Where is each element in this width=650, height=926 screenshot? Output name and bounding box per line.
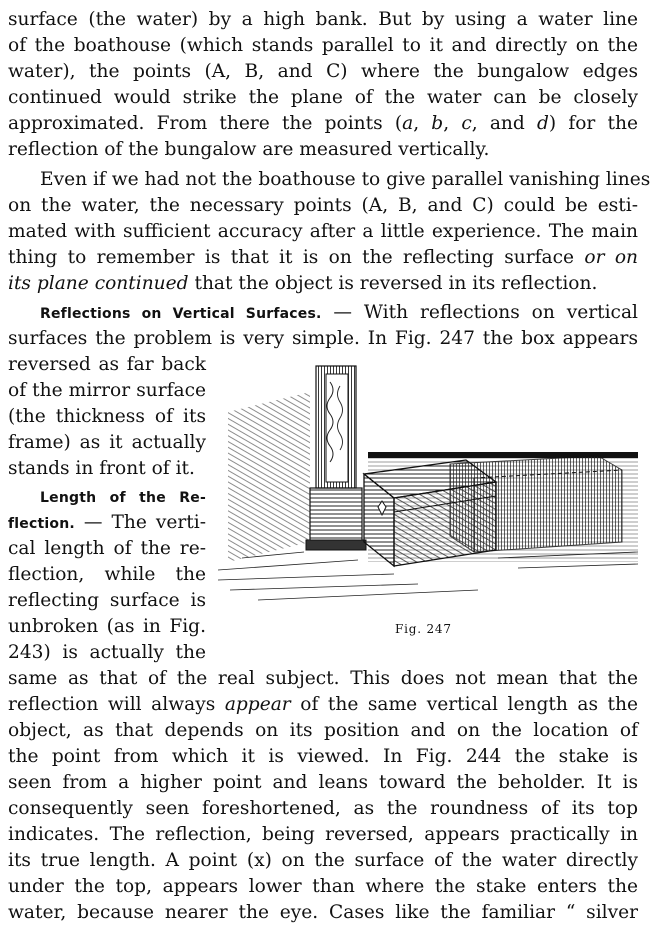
- text-line: water, because nearer the eye. Cases like the familiar “ silver: [8, 902, 638, 923]
- text-line: frame) as it actually: [8, 432, 206, 453]
- mirror-frame: [306, 366, 366, 550]
- text-line: under the top, appears lower than where the stake enters the: [8, 876, 638, 897]
- box: [364, 460, 496, 566]
- text-line: reflection will always appear of the same vertical length as the: [8, 694, 638, 715]
- text-line: 243) is actually the: [8, 642, 206, 663]
- text-line: cal length of the re-: [8, 538, 206, 559]
- text-line: reflection of the bungalow are measured vertically.: [8, 139, 490, 160]
- text-line: object, as that depends on its position and on the location of: [8, 720, 638, 741]
- section-heading: flection.: [8, 516, 75, 532]
- text-line: Reflections on Vertical Surfaces. — With reflections on vertical: [40, 302, 638, 323]
- text-line: approximated. From there the points (a, b, c, and d) for the: [8, 113, 638, 134]
- text-line: same as that of the real subject. This does not mean that the: [8, 668, 638, 689]
- text-line: its plane continued that the object is reversed in its reflection.: [8, 273, 598, 294]
- text-line: water), the points (A, B, and C) where the bungalow edges: [8, 61, 638, 82]
- text-line: reflecting surface is: [8, 590, 206, 611]
- text-line: its true length. A point (x) on the surface of the water directly: [8, 850, 638, 871]
- text-line: surface (the water) by a high bank. But by using a water line: [8, 9, 638, 30]
- text-line: on the water, the necessary points (A, B, and C) could be esti-: [8, 195, 638, 216]
- box-reflection-illustration: [218, 352, 644, 614]
- text-line: surfaces the problem is very simple. In Fig. 247 the box appears: [8, 328, 638, 349]
- figure-caption: Fig. 247: [395, 622, 452, 636]
- text-line: thing to remember is that it is on the reflecting surface or on: [8, 247, 638, 268]
- text-line: [40, 484, 206, 510]
- section-heading: Length of the Re-: [40, 490, 206, 506]
- text-line: (the thickness of its: [8, 406, 206, 427]
- text-line: of the mirror surface: [8, 380, 206, 401]
- text-line: Even if we had not the boathouse to give parallel vanishing lines: [40, 169, 650, 190]
- text-line: of the boathouse (which stands parallel to it and directly on the: [8, 35, 638, 56]
- text-line: continued would strike the plane of the water can be closely: [8, 87, 638, 108]
- text-line: unbroken (as in Fig.: [8, 616, 206, 637]
- text-line: the point from which it is viewed. In Fig. 244 the stake is: [8, 746, 638, 767]
- text-line: indicates. The reflection, being reversed, appears practically in: [8, 824, 638, 845]
- text-line: flection, while the: [8, 564, 206, 585]
- text-line: reversed as far back: [8, 354, 206, 375]
- text-line: stands in front of it.: [8, 458, 195, 479]
- text-line: consequently seen foreshortened, as the roundness of its top: [8, 798, 638, 819]
- text-line: seen from a higher point and leans toward the beholder. It is: [8, 772, 638, 793]
- text-line: mated with sufficient accuracy after a little experience. The main: [8, 221, 638, 242]
- section-heading: Reflections on Vertical Surfaces.: [40, 306, 322, 322]
- text-line: flection. — The verti-: [8, 512, 206, 533]
